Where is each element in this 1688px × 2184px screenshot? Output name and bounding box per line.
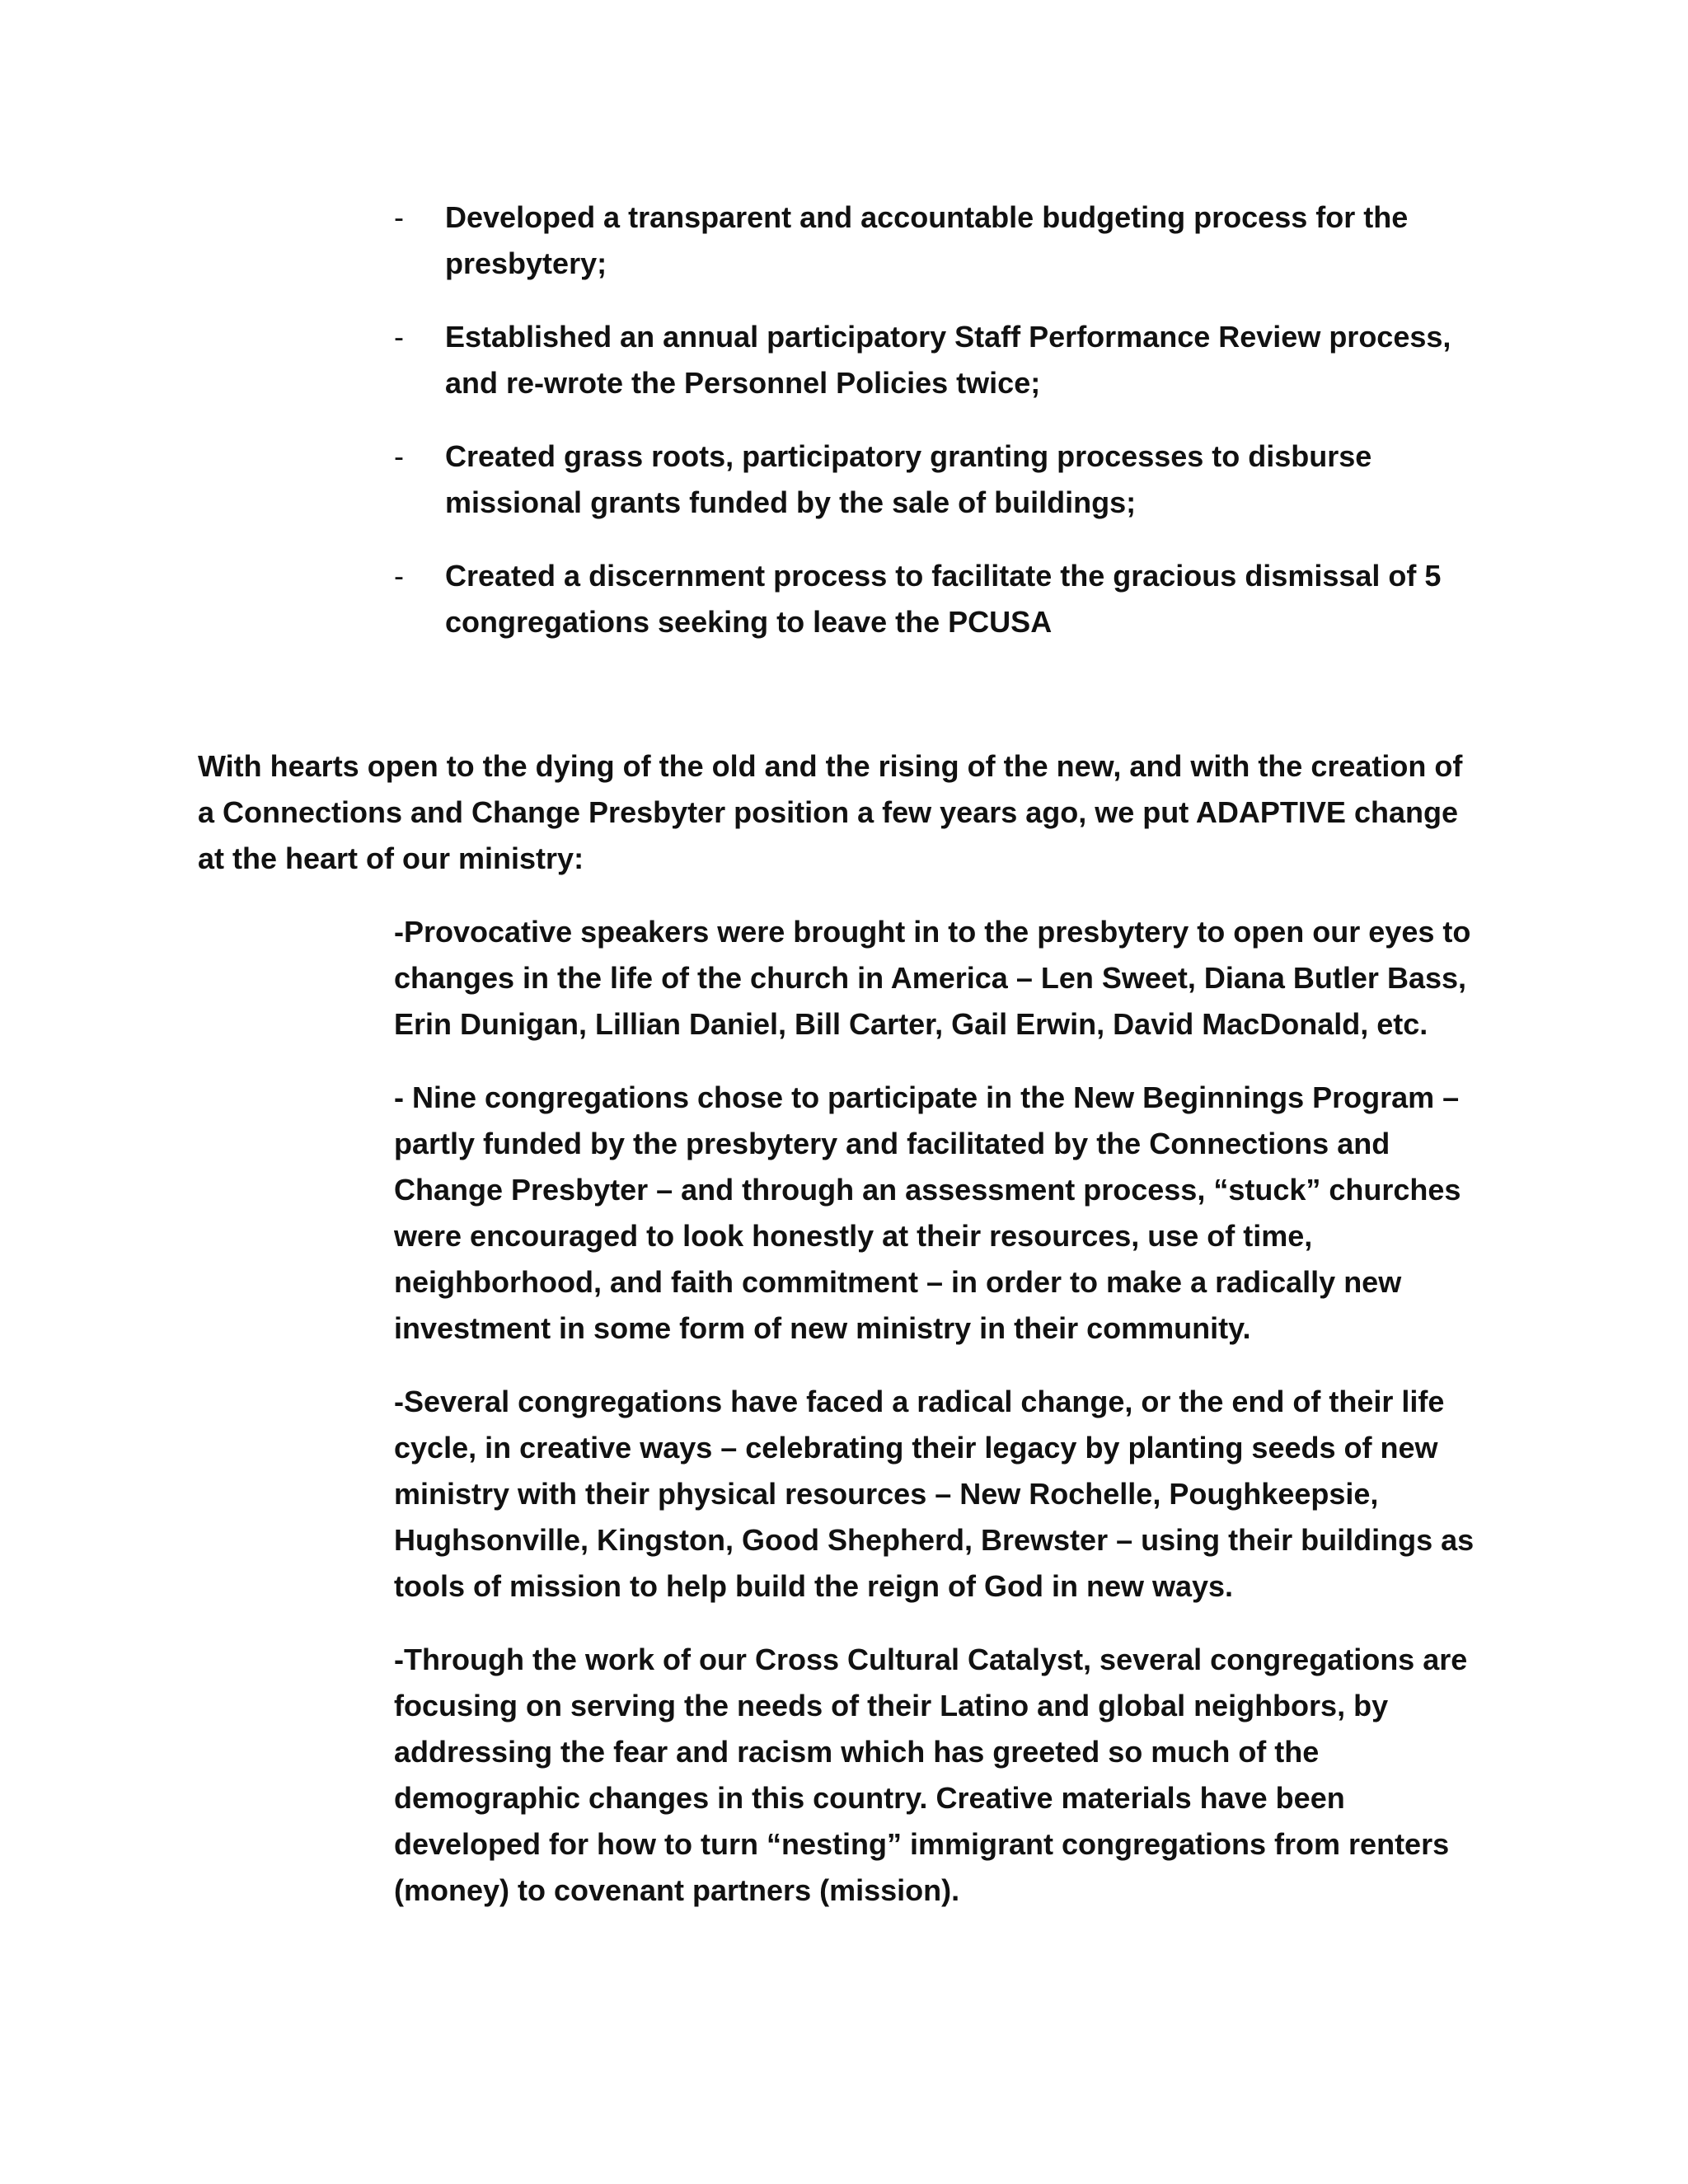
list-marker: - (394, 559, 404, 593)
list-marker: - (394, 439, 404, 473)
adaptive-change-section (394, 909, 1490, 1941)
list-item-text: Created a discernment process to facilitate the gracious dismissal of 5 congregations seeking to leave the PCUSA (445, 559, 1442, 639)
list-item (394, 314, 1498, 406)
list-item-text: Created grass roots, participatory granting processes to disburse missional grants funded by the sale of buildings; (445, 439, 1372, 519)
list-item (394, 553, 1498, 645)
paragraph-new-beginnings: - Nine congregations chose to participate in the New Beginnings Program – partly funded by the presbytery and facilitated by the Connections and Change Presbyter – and through an assessment process, “stuck” churches were encouraged to look honestly at their resources, use of time, neighborhood, and faith commitment – in order to make a radically new investment in some form of new ministry in their community. (394, 1080, 1461, 1345)
intro-paragraph: With hearts open to the dying of the old and the rising of the new, and with the creation of a Connections and Change Presbyter position a few years ago, we put ADAPTIVE change at the heart of our ministry: (198, 749, 1463, 875)
paragraph-cross-cultural: -Through the work of our Cross Cultural Catalyst, several congregations are focusing on serving the needs of their Latino and global neighbors, by addressing the fear and racism which has greeted so much of the demographic changes in this country. Creative materials have been developed for how to turn “nesting” immigrant congregations from renters (money) to covenant partners (mission). (394, 1643, 1468, 1907)
paragraph-congregation-change: -Several congregations have faced a radical change, or the end of their life cycle, in creative ways – celebrating their legacy by planting seeds of new ministry with their physical resources – New Rochelle, Poughkeepsie, Hughsonville, Kingston, Good Shepherd, Brewster – using their buildings as tools of mission to help build the reign of God in new ways. (394, 1385, 1475, 1603)
list-marker: - (394, 320, 404, 354)
paragraph-speakers: -Provocative speakers were brought in to the presbytery to open our eyes to changes in the life of the church in America – Len Sweet, Diana Butler Bass, Erin Dunigan, Lillian Daniel, Bill Carter, Gail Erwin, David MacDonald, etc. (394, 915, 1471, 1041)
list-marker: - (394, 200, 404, 234)
list-item (394, 434, 1498, 526)
list-item-text: Established an annual participatory Staff Performance Review process, and re-wrote the Personnel Policies twice; (445, 320, 1451, 400)
accomplishments-list (394, 194, 1498, 673)
list-item-text: Developed a transparent and accountable budgeting process for the presbytery; (445, 200, 1409, 280)
list-item (394, 194, 1498, 287)
